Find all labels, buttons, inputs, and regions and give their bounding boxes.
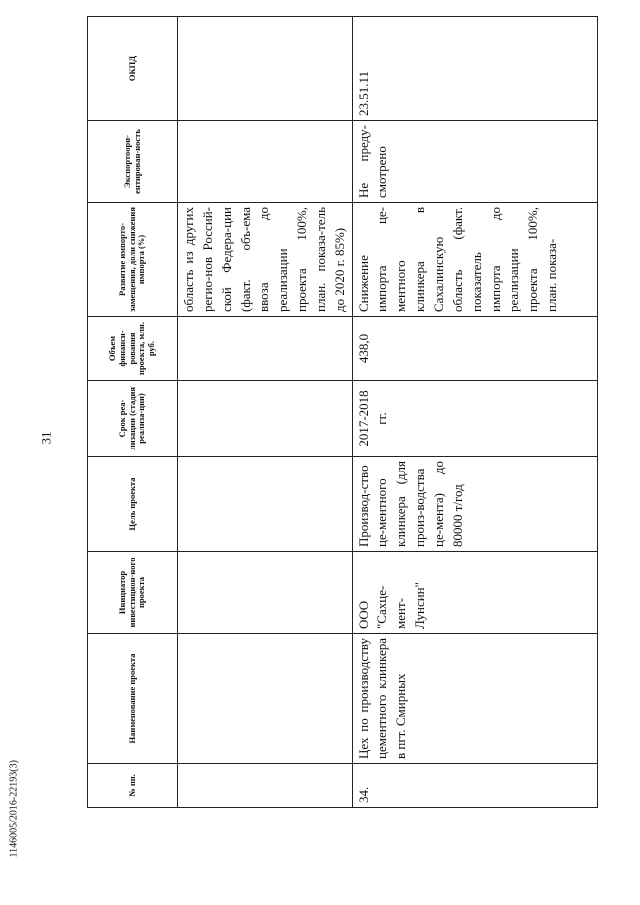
cont-goal-cell	[178, 457, 353, 552]
cont-num-cell	[178, 764, 353, 808]
row-import-cell: Снижение импорта це-ментного клинкера в Сахалинскую область (факт. показатель импорта до реализации проекта 100%, план. показа-	[352, 203, 597, 317]
cont-financing-cell	[178, 317, 353, 381]
cont-import-cell: область из других регио-нов Россий-ской Федера-ции (факт. объ-ема ввоза до реализации проекта 100%, план. показа-тель до 2020 г. 85%)	[178, 203, 353, 317]
page-number: 31	[38, 431, 54, 445]
row-goal-cell: Производ-ство це-ментного клинкера (для произ-водства це-мента) до 80000 т/год	[352, 457, 597, 552]
row-initiator-cell: ООО "Сахце-мент-Лунсин"	[352, 552, 597, 634]
header-initiator: Инициатор инвестицион-ного проекта	[88, 552, 178, 634]
header-row	[88, 17, 178, 808]
continuation-row	[178, 17, 353, 808]
row-term-cell: 2017-2018 гг.	[352, 381, 597, 457]
rotated-table-container	[87, 17, 560, 808]
header-export: Экспортоори-ентирован-ность	[88, 121, 178, 203]
row-financing-cell: 438,0	[352, 317, 597, 381]
header-financing: Объем финанси-рования проекта, млн. руб.	[88, 317, 178, 381]
cont-term-cell	[178, 381, 353, 457]
cont-okpd-cell	[178, 17, 353, 121]
row-export-cell: Не преду-смотрено	[352, 121, 597, 203]
header-okpd: ОКПД	[88, 17, 178, 121]
header-num: № пп.	[88, 764, 178, 808]
cont-export-cell	[178, 121, 353, 203]
header-import: Развитие импорто-замещения, доли снижения импорта (%)	[88, 203, 178, 317]
document-id: 1146005/2016-22193(3)	[8, 760, 20, 858]
row-num-cell: 34.	[352, 764, 597, 808]
cont-name-cell	[178, 634, 353, 764]
investment-projects-table	[87, 16, 598, 808]
cont-initiator-cell	[178, 552, 353, 634]
row-name-cell: Цех по производству цементного клинкера в пгт. Смирных	[352, 634, 597, 764]
header-goal: Цель проекта	[88, 457, 178, 552]
header-name: Наименование проекта	[88, 634, 178, 764]
table-row	[352, 17, 597, 808]
table-frame	[87, 17, 560, 808]
header-term: Срок реа-лизации (стадия реализа-ции)	[88, 381, 178, 457]
row-okpd-cell: 23.51.11	[352, 17, 597, 121]
